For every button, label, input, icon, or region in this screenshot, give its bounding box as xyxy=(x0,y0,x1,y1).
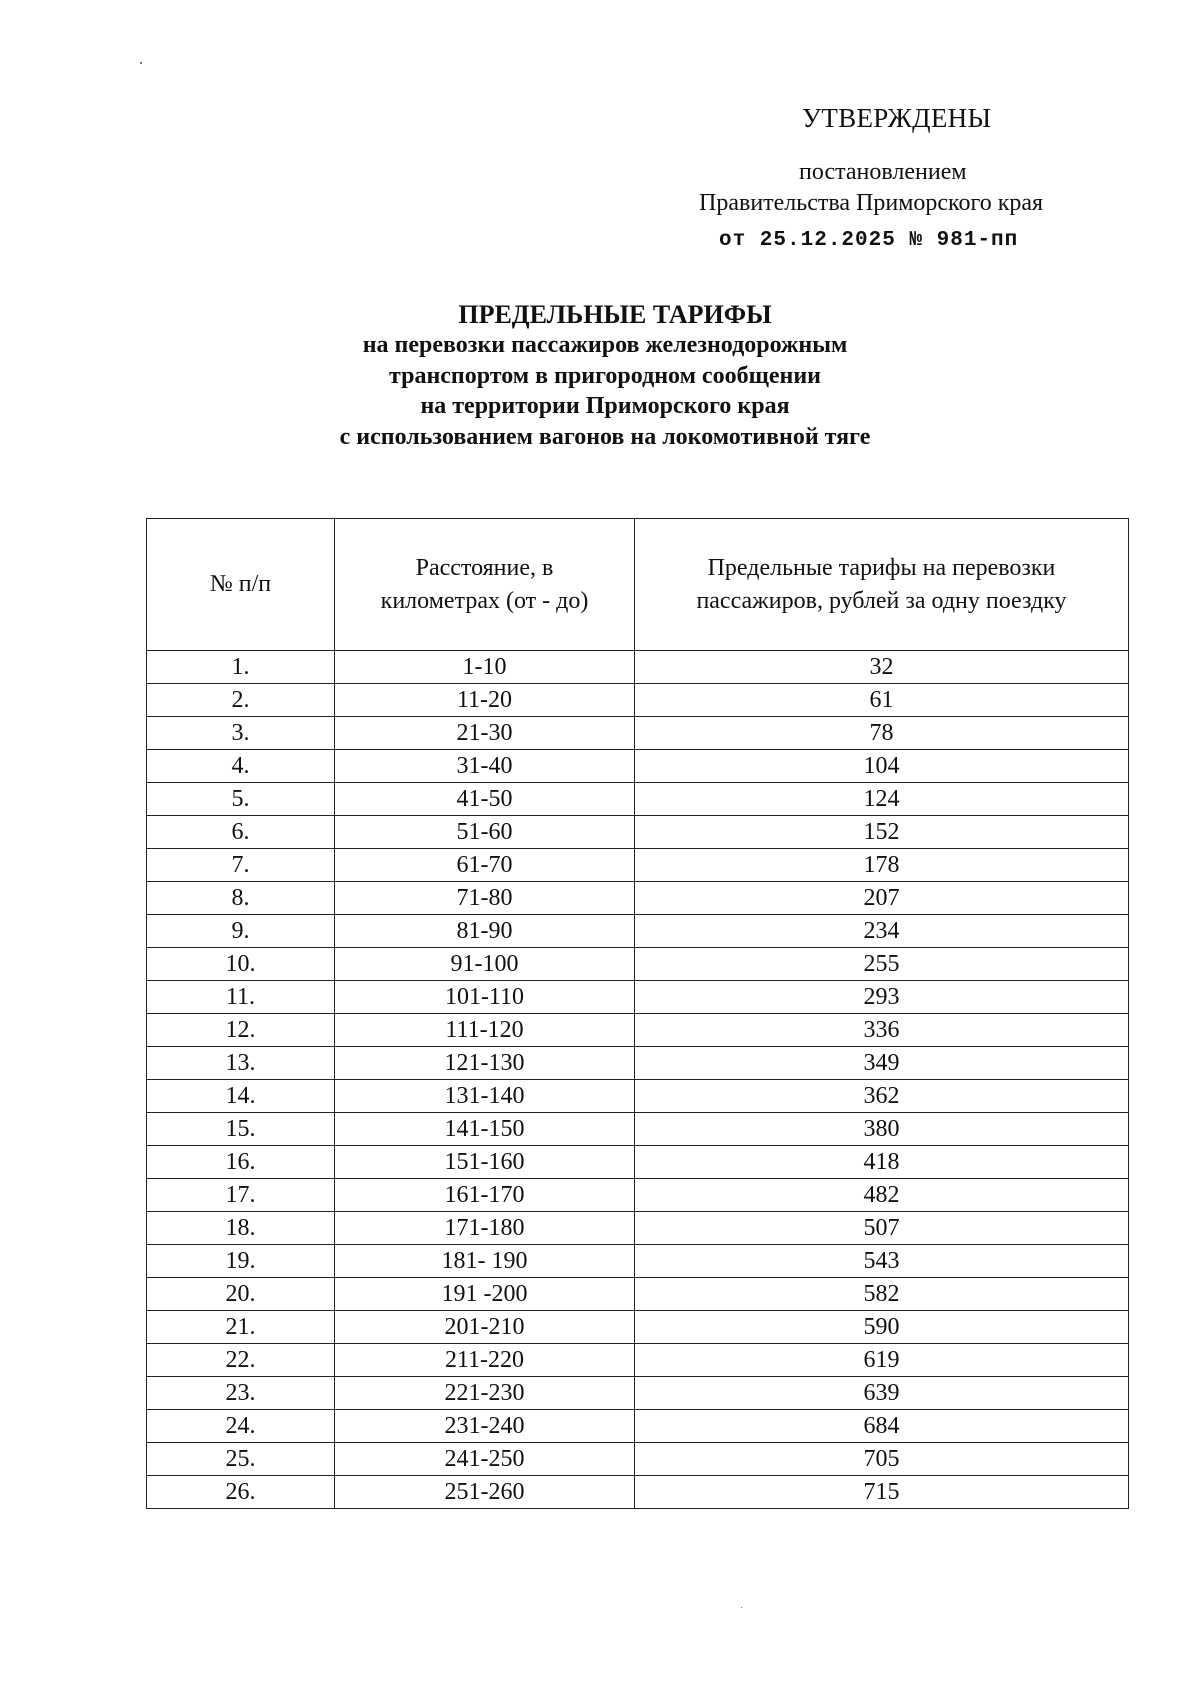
row-tariff-cell: 349 xyxy=(635,1047,1129,1080)
row-distance-cell: 61-70 xyxy=(335,849,635,882)
table-row xyxy=(147,1443,1129,1476)
scan-speck xyxy=(140,62,142,64)
table-row xyxy=(147,783,1129,816)
table-row xyxy=(147,1245,1129,1278)
row-number-cell: 16. xyxy=(147,1146,335,1179)
row-tariff-cell: 418 xyxy=(635,1146,1129,1179)
approval-stamp: УТВЕРЖДЕНЫ xyxy=(802,103,992,133)
row-distance-cell: 91-100 xyxy=(335,948,635,981)
approval-line-government: Правительства Приморского края xyxy=(699,190,1044,216)
row-tariff-cell: 715 xyxy=(635,1476,1129,1509)
row-distance-cell: 241-250 xyxy=(335,1443,635,1476)
header-number-label: № п/п xyxy=(209,571,272,597)
row-number-cell: 7. xyxy=(147,849,335,882)
row-tariff-cell: 582 xyxy=(635,1278,1129,1311)
row-distance-cell: 31-40 xyxy=(335,750,635,783)
row-number-cell: 17. xyxy=(147,1179,335,1212)
row-number-cell: 19. xyxy=(147,1245,335,1278)
table-row xyxy=(147,981,1129,1014)
row-distance-cell: 251-260 xyxy=(335,1476,635,1509)
row-distance-cell: 161-170 xyxy=(335,1179,635,1212)
row-tariff-cell: 78 xyxy=(635,717,1129,750)
table-row xyxy=(147,1278,1129,1311)
row-distance-cell: 181- 190 xyxy=(335,1245,635,1278)
row-number-cell: 18. xyxy=(147,1212,335,1245)
tariff-table xyxy=(146,518,1129,1509)
table-row xyxy=(147,651,1129,684)
row-tariff-cell: 255 xyxy=(635,948,1129,981)
row-tariff-cell: 684 xyxy=(635,1410,1129,1443)
row-tariff-cell: 639 xyxy=(635,1377,1129,1410)
header-number xyxy=(147,519,335,651)
row-number-cell: 25. xyxy=(147,1443,335,1476)
table-row xyxy=(147,948,1129,981)
row-distance-cell: 81-90 xyxy=(335,915,635,948)
table-row xyxy=(147,1080,1129,1113)
scan-speck xyxy=(741,1607,742,1608)
row-tariff-cell: 234 xyxy=(635,915,1129,948)
header-tariff xyxy=(635,519,1129,651)
row-number-cell: 26. xyxy=(147,1476,335,1509)
document-title-line: на территории Приморского края xyxy=(420,393,790,419)
table-row xyxy=(147,1212,1129,1245)
row-number-cell: 8. xyxy=(147,882,335,915)
table-row xyxy=(147,717,1129,750)
document-title-main: ПРЕДЕЛЬНЫЕ ТАРИФЫ xyxy=(458,300,772,329)
row-distance-cell: 11-20 xyxy=(335,684,635,717)
row-distance-cell: 211-220 xyxy=(335,1344,635,1377)
table-row xyxy=(147,816,1129,849)
table-row xyxy=(147,1014,1129,1047)
table-row xyxy=(147,849,1129,882)
row-number-cell: 23. xyxy=(147,1377,335,1410)
row-tariff-cell: 482 xyxy=(635,1179,1129,1212)
table-row xyxy=(147,1179,1129,1212)
table-row xyxy=(147,750,1129,783)
row-distance-cell: 141-150 xyxy=(335,1113,635,1146)
row-distance-cell: 231-240 xyxy=(335,1410,635,1443)
row-tariff-cell: 336 xyxy=(635,1014,1129,1047)
row-distance-cell: 121-130 xyxy=(335,1047,635,1080)
row-distance-cell: 151-160 xyxy=(335,1146,635,1179)
row-number-cell: 22. xyxy=(147,1344,335,1377)
row-number-cell: 10. xyxy=(147,948,335,981)
row-tariff-cell: 590 xyxy=(635,1311,1129,1344)
row-number-cell: 24. xyxy=(147,1410,335,1443)
row-number-cell: 2. xyxy=(147,684,335,717)
table-row xyxy=(147,1344,1129,1377)
table-header-row xyxy=(147,519,1129,651)
row-number-cell: 5. xyxy=(147,783,335,816)
row-number-cell: 21. xyxy=(147,1311,335,1344)
row-tariff-cell: 152 xyxy=(635,816,1129,849)
table-row xyxy=(147,1410,1129,1443)
row-number-cell: 1. xyxy=(147,651,335,684)
approval-line-decree: постановлением xyxy=(799,159,967,185)
row-distance-cell: 21-30 xyxy=(335,717,635,750)
row-number-cell: 20. xyxy=(147,1278,335,1311)
row-distance-cell: 71-80 xyxy=(335,882,635,915)
row-tariff-cell: 507 xyxy=(635,1212,1129,1245)
row-number-cell: 13. xyxy=(147,1047,335,1080)
table-row xyxy=(147,1377,1129,1410)
table-row xyxy=(147,1047,1129,1080)
row-distance-cell: 191 -200 xyxy=(335,1278,635,1311)
row-tariff-cell: 104 xyxy=(635,750,1129,783)
row-number-cell: 15. xyxy=(147,1113,335,1146)
row-number-cell: 9. xyxy=(147,915,335,948)
document-title-line: на перевозки пассажиров железнодорожным xyxy=(362,332,848,358)
row-distance-cell: 101-110 xyxy=(335,981,635,1014)
document-title-line: с использованием вагонов на локомотивной тяге xyxy=(339,423,871,450)
row-distance-cell: 111-120 xyxy=(335,1014,635,1047)
table-body xyxy=(147,651,1129,1509)
header-distance-line2: километрах (от - до) xyxy=(380,587,589,614)
row-distance-cell: 221-230 xyxy=(335,1377,635,1410)
header-distance xyxy=(335,519,635,651)
table-row xyxy=(147,1113,1129,1146)
header-distance-line1: Расстояние, в xyxy=(415,554,554,581)
row-number-cell: 12. xyxy=(147,1014,335,1047)
table-row xyxy=(147,1146,1129,1179)
document-title xyxy=(0,300,1200,452)
row-number-cell: 11. xyxy=(147,981,335,1014)
row-distance-cell: 201-210 xyxy=(335,1311,635,1344)
row-tariff-cell: 32 xyxy=(635,651,1129,684)
table-row xyxy=(147,684,1129,717)
row-tariff-cell: 543 xyxy=(635,1245,1129,1278)
row-number-cell: 6. xyxy=(147,816,335,849)
row-tariff-cell: 362 xyxy=(635,1080,1129,1113)
table-row xyxy=(147,915,1129,948)
table-row xyxy=(147,882,1129,915)
row-tariff-cell: 705 xyxy=(635,1443,1129,1476)
row-distance-cell: 51-60 xyxy=(335,816,635,849)
document-title-line: транспортом в пригородном сообщении xyxy=(389,362,821,389)
table-row xyxy=(147,1476,1129,1509)
row-tariff-cell: 61 xyxy=(635,684,1129,717)
row-distance-cell: 1-10 xyxy=(335,651,635,684)
row-tariff-cell: 124 xyxy=(635,783,1129,816)
row-tariff-cell: 293 xyxy=(635,981,1129,1014)
header-tariff-line2: пассажиров, рублей за одну поездку xyxy=(696,587,1067,614)
row-tariff-cell: 380 xyxy=(635,1113,1129,1146)
row-tariff-cell: 207 xyxy=(635,882,1129,915)
row-number-cell: 14. xyxy=(147,1080,335,1113)
row-distance-cell: 131-140 xyxy=(335,1080,635,1113)
row-distance-cell: 171-180 xyxy=(335,1212,635,1245)
row-distance-cell: 41-50 xyxy=(335,783,635,816)
header-tariff-line1: Предельные тарифы на перевозки xyxy=(707,554,1056,581)
table-row xyxy=(147,1311,1129,1344)
approval-line-date-number: от 25.12.2025 № 981-пп xyxy=(719,229,1019,252)
row-tariff-cell: 619 xyxy=(635,1344,1129,1377)
row-number-cell: 4. xyxy=(147,750,335,783)
row-number-cell: 3. xyxy=(147,717,335,750)
row-tariff-cell: 178 xyxy=(635,849,1129,882)
